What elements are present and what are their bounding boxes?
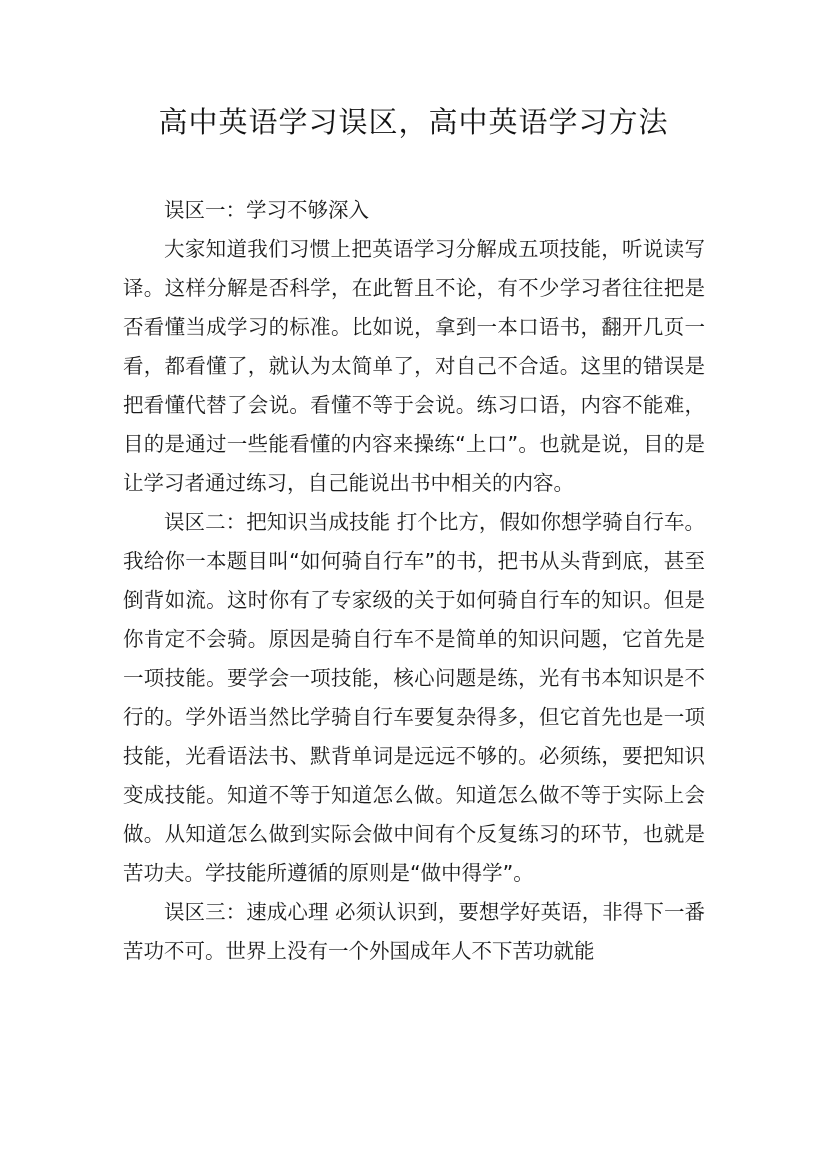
paragraph-4: 误区三：速成心理 必须认识到，要想学好英语，非得下一番苦功不可。世界上没有一个外国成年人不下苦功就能 — [123, 900, 705, 963]
paragraph-2: 大家知道我们习惯上把英语学习分解成五项技能，听说读写译。这样分解是否科学，在此暂且不论，有不少学习者往往把是否看懂当成学习的标准。比如说，拿到一本口语书，翻开几页一看，都看懂了，就认为太简单了，对自己不合适。这里的错误是把看懂代替了会说。看懂不等于会说。练习口语，内容不能难，目的是通过一些能看懂的内容来操练“上口”。也就是说，目的是让学习者通过练习，自己能说出书中相关的内容。 — [123, 237, 705, 495]
paragraph-1: 误区一：学习不够深入 — [164, 198, 369, 222]
paragraph-3: 误区二：把知识当成技能 打个比方，假如你想学骑自行车。我给你一本题目叫“如何骑自行车”的书，把书从头背到底，甚至倒背如流。这时你有了专家级的关于如何骑自行车的知识。但是你肯定不会骑。原因是骑自行车不是简单的知识问题，它首先是一项技能。要学会一项技能，核心问题是练，光有书本知识是不行的。学外语当然比学骑自行车要复杂得多，但它首先也是一项技能，光看语法书、默背单词是远远不够的。必须练，要把知识变成技能。知道不等于知道怎么做。知道怎么做不等于实际上会做。从知道怎么做到实际会做中间有个反复练习的环节，也就是苦功夫。学技能所遵循的原则是“做中得学”。 — [123, 510, 705, 885]
document-title: 高中英语学习误区，高中英语学习方法 — [158, 105, 669, 139]
document-body — [123, 191, 705, 971]
